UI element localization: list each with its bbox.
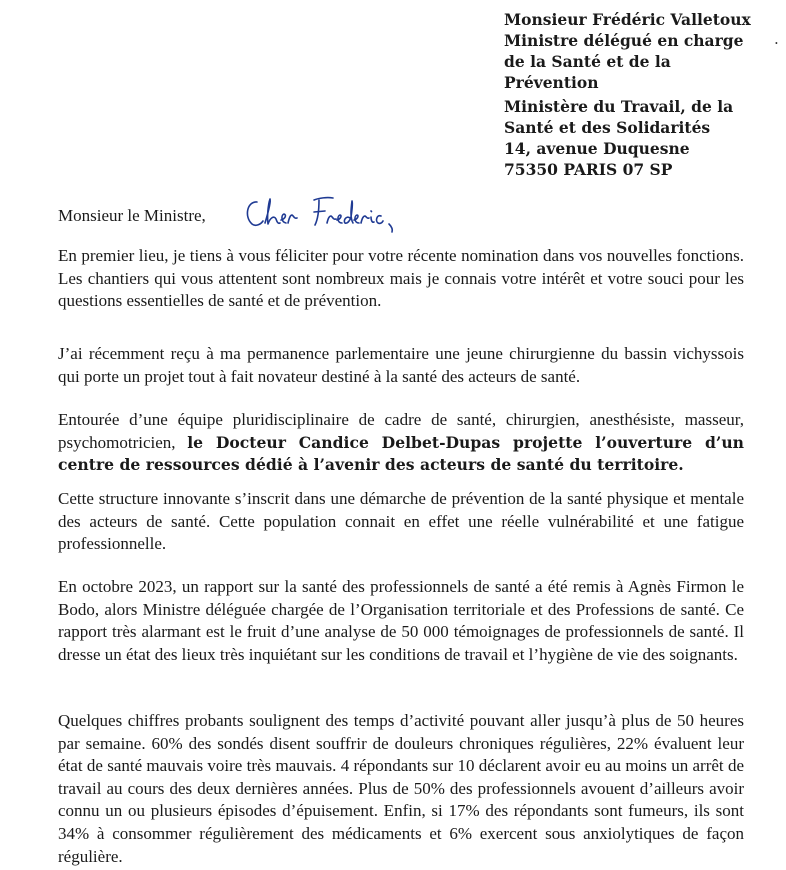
paragraph-text: Cette structure innovante s’inscrit dans une démarche de prévention de la santé physique et mentale des acteurs de santé. Cette population connait en effet une réelle vulnérabilité et une fatigue professionnelle. bbox=[58, 489, 744, 554]
body-paragraph bbox=[58, 245, 744, 313]
handwritten-greeting-icon bbox=[241, 193, 401, 237]
body-paragraph bbox=[58, 409, 744, 477]
body-paragraph bbox=[58, 710, 744, 868]
recipient-street: 14, avenue Duquesne bbox=[504, 139, 690, 158]
recipient-title-line: Prévention bbox=[504, 73, 599, 92]
paragraph-text: J’ai récemment reçu à ma permanence parlementaire une jeune chirurgienne du bassin vichyssois qui porte un projet tout à fait novateur destiné à la santé des acteurs de santé. bbox=[58, 344, 744, 386]
paragraph-text: En octobre 2023, un rapport sur la santé des professionnels de santé a été remis à Agnès Firmon le Bodo, alors Ministre déléguée chargée de l’Organisation territoriale et des Professions de santé. Ce rapport très alarmant est le fruit d’une analyse de 50 000 témoignages de professionnels de santé. Il dresse un état des lieux très inquiétant sur les conditions de travail et l’hygiène de vie des soignants. bbox=[58, 577, 744, 664]
paragraph-text-regular: Entourée d’une équipe pluridisciplinaire de cadre de santé, chirurgien, anesthésiste, masseur, psychomotricien, bbox=[58, 410, 744, 452]
recipient-title-line: Ministre délégué en charge bbox=[504, 31, 744, 50]
recipient-ministry-line: Santé et des Solidarités bbox=[504, 118, 711, 137]
body-paragraph bbox=[58, 488, 744, 556]
recipient-city: 75350 PARIS 07 SP bbox=[504, 160, 673, 179]
recipient-title-line: de la Santé et de la bbox=[504, 52, 671, 71]
salutation: Monsieur le Ministre, bbox=[58, 206, 206, 225]
recipient-ministry-line: Ministère du Travail, de la bbox=[504, 97, 734, 116]
paragraph-text: Quelques chiffres probants soulignent des temps d’activité pouvant aller jusqu’à plus de 50 heures par semaine. 60% des sondés disent souffrir de douleurs chroniques régulières, 22% évaluent leur état de santé mauvais voire très mauvais. 4 répondants sur 10 déclarent avoir eu au moins un arrêt de travail au cours des deux dernières années. Plus de 50% des professionnels avouent d’ailleurs avoir connu un ou plusieurs épisodes d’épuisement. Enfin, si 17% des répondants sont fumeurs, ils sont 34% à consommer régulièrement des médicaments et 6% exercent sous anxiolytiques de façon régulière. bbox=[58, 711, 744, 866]
margin-mark-icon: • bbox=[775, 39, 778, 48]
paragraph-text: En premier lieu, je tiens à vous féliciter pour votre récente nomination dans vos nouvelles fonctions. Les chantiers qui vous attentent sont nombreux mais je connais votre intérêt et votre souci pour les questions essentielles de santé et de prévention. bbox=[58, 246, 744, 311]
body-paragraph bbox=[58, 576, 744, 666]
body-paragraph bbox=[58, 343, 744, 388]
recipient-name: Monsieur Frédéric Valletoux bbox=[504, 10, 751, 29]
paragraph-text bbox=[58, 409, 744, 477]
recipient-address-block bbox=[504, 9, 774, 180]
paragraph-text-bold: le Docteur Candice Delbet-Dupas projette l’ouverture d’un centre de ressources dédié à l’avenir des acteurs de santé du territoire. bbox=[58, 432, 745, 475]
salutation-row bbox=[58, 201, 458, 241]
